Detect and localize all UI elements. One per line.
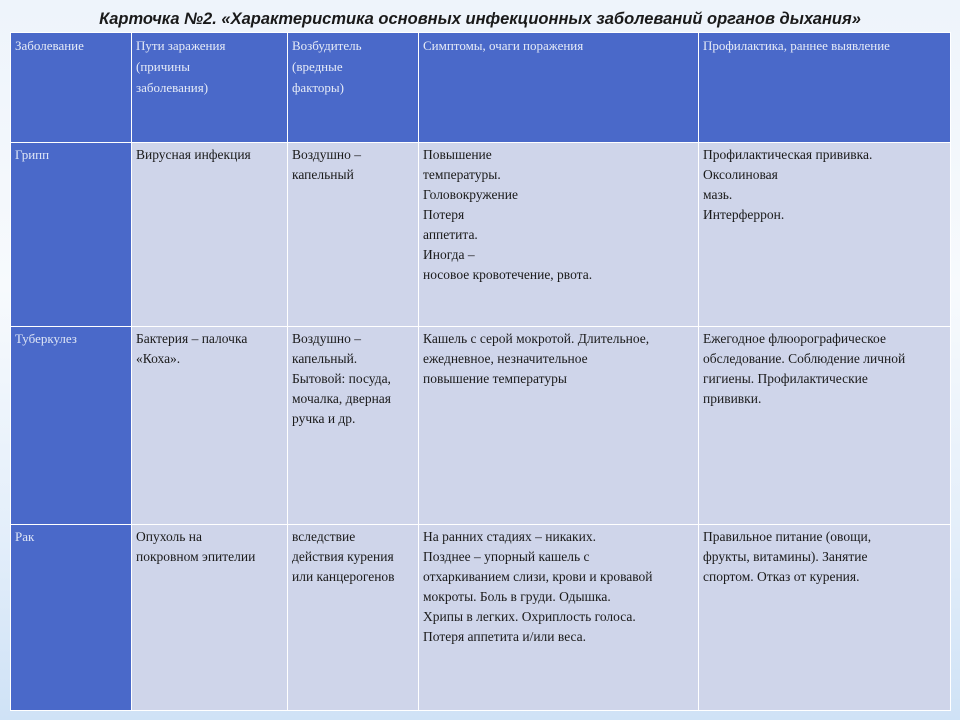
header-transmission: Пути заражения (причины заболевания) [132,33,288,143]
table-row-tuberculosis [11,327,951,525]
prevention-cell: Правильное питание (овощи, фрукты, витамины). Занятие спортом. Отказ от курения. [699,525,951,711]
table-row-cancer [11,525,951,711]
header-symptoms: Симптомы, очаги поражения [419,33,699,143]
transmission-cell: Опухоль на покровном эпителии [132,525,288,711]
header-agent: Возбудитель (вредные факторы) [288,33,419,143]
transmission-cell: Бактерия – палочка «Коха». [132,327,288,525]
agent-cell: Воздушно – капельный [288,143,419,327]
symptoms-cell: Повышение температуры. Головокружение Потеря аппетита. Иногда – носовое кровотечение, рвота. [419,143,699,327]
header-row [11,33,951,143]
agent-cell: Воздушно – капельный. Бытовой: посуда, мочалка, дверная ручка и др. [288,327,419,525]
diseases-table [10,32,951,711]
disease-name: Рак [11,525,132,711]
header-prevention: Профилактика, раннее выявление [699,33,951,143]
disease-name: Туберкулез [11,327,132,525]
table-row-flu [11,143,951,327]
prevention-cell: Ежегодное флюорографическое обследование. Соблюдение личной гигиены. Профилактические прививки. [699,327,951,525]
disease-name: Грипп [11,143,132,327]
agent-cell: вследствие действия курения или канцерогенов [288,525,419,711]
symptoms-cell: Кашель с серой мокротой. Длительное, ежедневное, незначительное повышение температуры [419,327,699,525]
prevention-cell: Профилактическая прививка. Оксолиновая мазь. Интерферрон. [699,143,951,327]
transmission-cell: Вирусная инфекция [132,143,288,327]
header-disease: Заболевание [11,33,132,143]
card-title: Карточка №2. «Характеристика основных инфекционных заболеваний органов дыхания» [99,10,861,28]
symptoms-cell: На ранних стадиях – никаких. Позднее – упорный кашель с отхаркиванием слизи, крови и кровавой мокроты. Боль в груди. Одышка. Хрипы в легких. Охриплость голоса. Потеря аппетита и/или веса. [419,525,699,711]
